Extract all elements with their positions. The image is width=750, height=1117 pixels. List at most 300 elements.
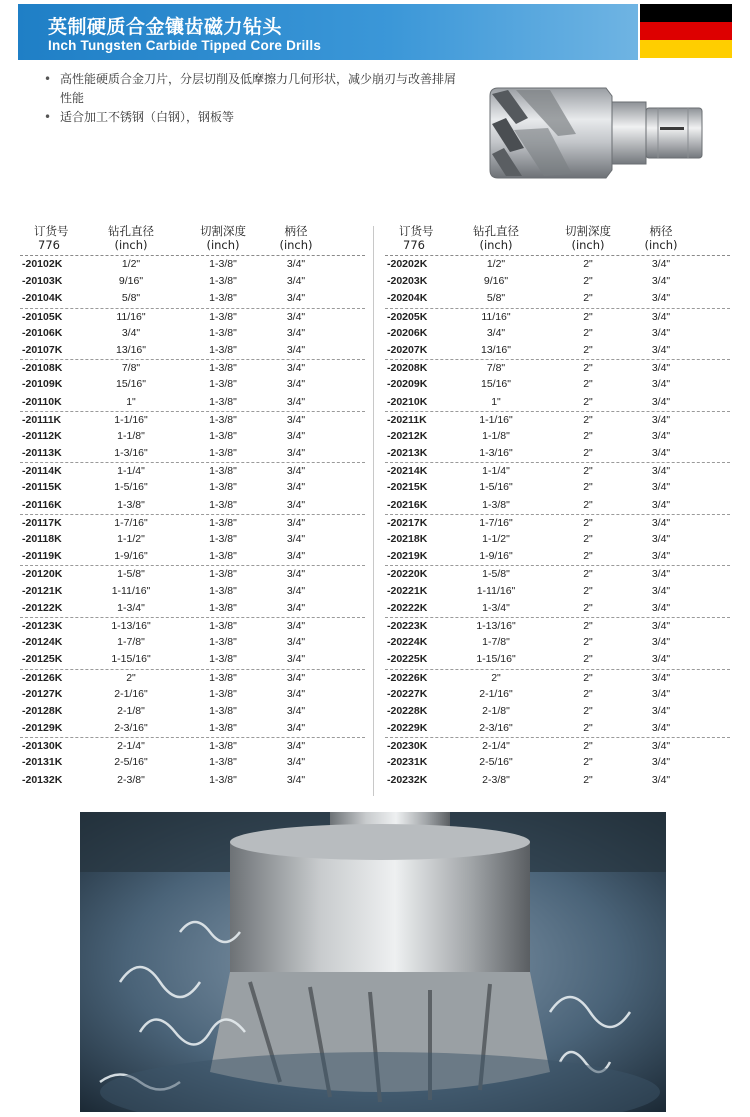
diameter-cell: 2-5/16" — [479, 756, 513, 769]
order-no-cell: -20217K — [387, 516, 428, 529]
order-no-cell: -20219K — [387, 550, 428, 563]
shank-cell: 3/4" — [286, 378, 306, 391]
table-row — [20, 445, 365, 462]
shank-cell: 3/4" — [286, 429, 306, 442]
diameter-cell: 1-13/16" — [476, 619, 516, 632]
order-no-cell: -20202K — [387, 258, 428, 270]
table-row — [385, 256, 730, 273]
diameter-cell: 1-3/16" — [114, 447, 148, 460]
diameter-cell: 1" — [126, 395, 136, 408]
order-no-cell: -20221K — [387, 584, 428, 597]
table-row — [385, 583, 730, 600]
table-row — [20, 531, 365, 548]
table-row — [385, 772, 730, 789]
diameter-cell: 13/16" — [115, 343, 146, 356]
table-row — [385, 703, 730, 720]
order-no-cell: -20212K — [387, 429, 428, 442]
depth-cell: 2" — [583, 756, 593, 769]
depth-cell: 2" — [583, 671, 593, 684]
table-row — [385, 479, 730, 496]
diameter-cell: 15/16" — [115, 378, 146, 391]
shank-cell: 3/4" — [286, 687, 306, 700]
diameter-cell: 2-3/8" — [482, 773, 510, 786]
shank-cell: 3/4" — [286, 413, 306, 426]
depth-cell: 2" — [583, 275, 593, 288]
table-row — [385, 290, 730, 307]
table-row — [20, 772, 365, 789]
core-drill-cutting-steel-photo — [80, 812, 666, 1112]
diameter-cell: 1-11/16" — [111, 584, 151, 597]
order-no-cell: -20214K — [387, 465, 428, 478]
diameter-cell: 5/8" — [486, 292, 506, 305]
table-row — [20, 462, 365, 479]
order-no-cell: -20203K — [387, 275, 428, 288]
shank-cell: 3/4" — [286, 481, 306, 494]
shank-cell: 3/4" — [651, 601, 671, 614]
order-no-cell: -20121K — [22, 584, 63, 597]
depth-cell: 1-3/8" — [209, 516, 237, 529]
table-row — [20, 325, 365, 342]
shank-cell: 3/4" — [286, 292, 306, 305]
order-no-cell: -20210K — [387, 395, 428, 408]
diameter-cell: 1-15/16" — [476, 653, 516, 666]
diameter-cell: 2-5/16" — [114, 756, 148, 769]
table-row — [20, 686, 365, 703]
table-row — [385, 651, 730, 668]
depth-cell: 2" — [583, 362, 593, 375]
order-no-cell: -20127K — [22, 687, 63, 700]
depth-cell: 1-3/8" — [209, 429, 237, 442]
table-row — [385, 600, 730, 617]
diameter-cell: 1-5/8" — [482, 568, 510, 581]
feature-list — [42, 70, 462, 127]
shank-cell: 3/4" — [286, 516, 306, 529]
diameter-cell: 2-1/8" — [482, 704, 510, 717]
table-row — [385, 462, 730, 479]
shank-cell: 3/4" — [286, 568, 306, 581]
depth-cell: 2" — [583, 773, 593, 786]
table-row — [20, 565, 365, 582]
order-no-cell: -20209K — [387, 378, 428, 391]
order-no-cell: -20108K — [22, 362, 63, 375]
shank-cell: 3/4" — [651, 292, 671, 305]
order-no-cell: -20124K — [22, 636, 63, 649]
diameter-cell: 1-11/16" — [476, 584, 516, 597]
order-no-cell: -20117K — [22, 516, 62, 529]
shank-cell: 3/4" — [651, 362, 671, 375]
table-row — [385, 754, 730, 771]
order-no-cell: -20112K — [22, 429, 62, 442]
shank-cell: 3/4" — [286, 362, 306, 375]
shank-cell: 3/4" — [286, 584, 306, 597]
col-depth: 切割深度 (inch) — [565, 224, 611, 252]
depth-cell: 1-3/8" — [209, 481, 237, 494]
order-no-cell: -20131K — [22, 756, 63, 769]
shank-cell: 3/4" — [651, 378, 671, 391]
table-row — [20, 669, 365, 686]
diameter-cell: 1-1/4" — [117, 465, 145, 478]
shank-cell: 3/4" — [286, 740, 306, 753]
diameter-cell: 1-1/8" — [117, 429, 145, 442]
table-row — [20, 308, 365, 325]
shank-cell: 3/4" — [651, 653, 671, 666]
table-row — [20, 617, 365, 634]
order-no-cell: -20114K — [22, 465, 62, 478]
depth-cell: 2" — [583, 619, 593, 632]
depth-cell: 1-3/8" — [209, 740, 237, 753]
order-no-cell: -20227K — [387, 687, 428, 700]
depth-cell: 1-3/8" — [209, 465, 237, 478]
depth-cell: 1-3/8" — [209, 653, 237, 666]
diameter-cell: 2-1/16" — [114, 687, 148, 700]
diameter-cell: 2-3/16" — [479, 722, 513, 735]
order-no-cell: -20229K — [387, 722, 428, 735]
diameter-cell: 7/8" — [121, 362, 141, 375]
depth-cell: 2" — [583, 343, 593, 356]
diameter-cell: 11/16" — [116, 310, 146, 323]
shank-cell: 3/4" — [651, 704, 671, 717]
order-no-cell: -20228K — [387, 704, 428, 717]
diameter-cell: 2" — [126, 671, 136, 684]
shank-cell: 3/4" — [286, 619, 306, 632]
depth-cell: 2" — [583, 584, 593, 597]
order-no-cell: -20106K — [22, 326, 63, 339]
diameter-cell: 1-5/8" — [117, 568, 145, 581]
order-no-cell: -20213K — [387, 447, 428, 460]
table-row — [20, 479, 365, 496]
shank-cell: 3/4" — [651, 413, 671, 426]
diameter-cell: 2-1/4" — [482, 740, 510, 753]
shank-cell: 3/4" — [286, 533, 306, 545]
order-no-cell: -20109K — [22, 378, 63, 391]
diameter-cell: 2-3/16" — [114, 722, 148, 735]
shank-cell: 3/4" — [651, 310, 671, 323]
shank-cell: 3/4" — [651, 756, 671, 769]
order-no-cell: -20104K — [22, 292, 63, 305]
shank-cell: 3/4" — [651, 619, 671, 632]
diameter-cell: 1-3/8" — [482, 498, 510, 511]
order-no-cell: -20225K — [387, 653, 428, 666]
order-no-cell: -20216K — [387, 498, 428, 511]
shank-cell: 3/4" — [651, 636, 671, 649]
order-no-cell: -20226K — [387, 671, 428, 684]
depth-cell: 1-3/8" — [209, 447, 237, 460]
table-row — [20, 737, 365, 754]
order-no-cell: -20105K — [22, 310, 63, 323]
table-row — [385, 445, 730, 462]
shank-cell: 3/4" — [651, 258, 671, 270]
order-no-cell: -20123K — [22, 619, 63, 632]
table-row — [20, 394, 365, 411]
shank-cell: 3/4" — [286, 447, 306, 460]
shank-cell: 3/4" — [651, 429, 671, 442]
depth-cell: 2" — [583, 722, 593, 735]
shank-cell: 3/4" — [651, 498, 671, 511]
diameter-cell: 13/16" — [480, 343, 511, 356]
depth-cell: 1-3/8" — [209, 671, 237, 684]
depth-cell: 2" — [583, 704, 593, 717]
depth-cell: 1-3/8" — [209, 498, 237, 511]
depth-cell: 1-3/8" — [209, 378, 237, 391]
table-row — [20, 583, 365, 600]
diameter-cell: 1-1/4" — [482, 465, 510, 478]
order-no-cell: -20211K — [387, 413, 427, 426]
order-no-cell: -20215K — [387, 481, 428, 494]
order-no-cell: -20218K — [387, 533, 428, 545]
feature-item: • 高性能硬质合金刀片，分层切削及低摩擦力几何形状，减少崩刃与改善排屑性能 — [42, 70, 462, 108]
diameter-cell: 1/2" — [486, 258, 506, 270]
order-no-cell: -20129K — [22, 722, 63, 735]
depth-cell: 2" — [583, 378, 593, 391]
shank-cell: 3/4" — [286, 704, 306, 717]
order-no-cell: -20130K — [22, 740, 63, 753]
table-row — [385, 342, 730, 359]
diameter-cell: 1-3/8" — [117, 498, 145, 511]
depth-cell: 2" — [583, 740, 593, 753]
shank-cell: 3/4" — [651, 533, 671, 545]
depth-cell: 2" — [583, 395, 593, 408]
left-spec-table — [20, 222, 365, 789]
depth-cell: 1-3/8" — [209, 619, 237, 632]
diameter-cell: 1-1/16" — [114, 413, 148, 426]
diameter-cell: 1-3/4" — [117, 601, 145, 614]
table-row — [385, 376, 730, 393]
shank-cell: 3/4" — [651, 671, 671, 684]
diameter-cell: 2" — [491, 671, 501, 684]
table-row — [385, 308, 730, 325]
col-order-no: 订货号 776 — [399, 224, 434, 252]
table-body — [20, 256, 365, 789]
diameter-cell: 2-1/16" — [479, 687, 513, 700]
diameter-cell: 1-7/8" — [117, 636, 145, 649]
order-no-cell: -20116K — [22, 498, 62, 511]
table-row — [20, 703, 365, 720]
diameter-cell: 3/4" — [121, 326, 141, 339]
shank-cell: 3/4" — [651, 687, 671, 700]
shank-cell: 3/4" — [286, 671, 306, 684]
shank-cell: 3/4" — [286, 310, 306, 323]
depth-cell: 1-3/8" — [209, 704, 237, 717]
shank-cell: 3/4" — [651, 447, 671, 460]
depth-cell: 1-3/8" — [209, 343, 237, 356]
depth-cell: 1-3/8" — [209, 275, 237, 288]
shank-cell: 3/4" — [286, 498, 306, 511]
table-row — [385, 634, 730, 651]
table-row — [20, 497, 365, 514]
title-chinese: 英制硬质合金镶齿磁力钻头 — [48, 16, 283, 38]
diameter-cell: 2-1/4" — [117, 740, 145, 753]
depth-cell: 2" — [583, 465, 593, 478]
shank-cell: 3/4" — [651, 773, 671, 786]
depth-cell: 1-3/8" — [209, 601, 237, 614]
depth-cell: 2" — [583, 498, 593, 511]
table-row — [20, 411, 365, 428]
order-no-cell: -20222K — [387, 601, 428, 614]
order-no-cell: -20111K — [22, 413, 62, 426]
depth-cell: 2" — [583, 429, 593, 442]
depth-cell: 2" — [583, 568, 593, 581]
depth-cell: 2" — [583, 292, 593, 305]
col-diameter: 钻孔直径 (inch) — [473, 224, 519, 252]
col-shank: 柄径 (inch) — [279, 224, 313, 252]
table-row — [385, 325, 730, 342]
shank-cell: 3/4" — [286, 636, 306, 649]
shank-cell: 3/4" — [286, 653, 306, 666]
order-no-cell: -20206K — [387, 326, 428, 339]
diameter-cell: 9/16" — [118, 275, 144, 288]
depth-cell: 2" — [583, 550, 593, 563]
table-row — [20, 600, 365, 617]
diameter-cell: 3/4" — [486, 326, 506, 339]
diameter-cell: 1/2" — [121, 258, 141, 270]
order-no-cell: -20207K — [387, 343, 428, 356]
table-row — [20, 359, 365, 376]
order-no-cell: -20103K — [22, 275, 63, 288]
table-row — [20, 376, 365, 393]
table-row — [385, 617, 730, 634]
depth-cell: 2" — [583, 481, 593, 494]
shank-cell: 3/4" — [286, 550, 306, 563]
order-no-cell: -20208K — [387, 362, 428, 375]
order-no-cell: -20120K — [22, 568, 63, 581]
col-order-no: 订货号 776 — [34, 224, 69, 252]
depth-cell: 1-3/8" — [209, 533, 237, 545]
germany-flag-icon — [640, 4, 732, 58]
diameter-cell: 1-9/16" — [479, 550, 513, 563]
order-no-cell: -20122K — [22, 601, 63, 614]
depth-cell: 1-3/8" — [209, 362, 237, 375]
order-no-cell: -20113K — [22, 447, 62, 460]
diameter-cell: 1-7/8" — [482, 636, 510, 649]
depth-cell: 1-3/8" — [209, 413, 237, 426]
shank-cell: 3/4" — [286, 773, 306, 786]
diameter-cell: 1-9/16" — [114, 550, 148, 563]
table-row — [385, 428, 730, 445]
shank-cell: 3/4" — [651, 326, 671, 339]
order-no-cell: -20220K — [387, 568, 428, 581]
table-row — [385, 737, 730, 754]
depth-cell: 1-3/8" — [209, 636, 237, 649]
depth-cell: 1-3/8" — [209, 773, 237, 786]
shank-cell: 3/4" — [651, 465, 671, 478]
table-row — [20, 651, 365, 668]
shank-cell: 3/4" — [651, 275, 671, 288]
table-row — [385, 548, 730, 565]
table-body — [385, 256, 730, 789]
title-banner — [18, 4, 638, 60]
core-drill-product-image — [488, 78, 716, 190]
depth-cell: 1-3/8" — [209, 584, 237, 597]
diameter-cell: 1-7/16" — [114, 516, 148, 529]
shank-cell: 3/4" — [651, 516, 671, 529]
depth-cell: 2" — [583, 516, 593, 529]
diameter-cell: 1-1/16" — [479, 413, 513, 426]
table-row — [385, 565, 730, 582]
diameter-cell: 9/16" — [483, 275, 509, 288]
depth-cell: 1-3/8" — [209, 258, 237, 270]
order-no-cell: -20205K — [387, 310, 428, 323]
order-no-cell: -20126K — [22, 671, 63, 684]
shank-cell: 3/4" — [286, 275, 306, 288]
shank-cell: 3/4" — [651, 550, 671, 563]
shank-cell: 3/4" — [651, 343, 671, 356]
diameter-cell: 2-1/8" — [117, 704, 145, 717]
depth-cell: 2" — [583, 326, 593, 339]
title-english: Inch Tungsten Carbide Tipped Core Drills — [48, 38, 322, 53]
depth-cell: 2" — [583, 258, 593, 270]
diameter-cell: 2-3/8" — [117, 773, 145, 786]
order-no-cell: -20204K — [387, 292, 428, 305]
table-row — [385, 359, 730, 376]
order-no-cell: -20125K — [22, 653, 63, 666]
depth-cell: 2" — [583, 447, 593, 460]
depth-cell: 2" — [583, 310, 593, 323]
depth-cell: 1-3/8" — [209, 310, 237, 323]
order-no-cell: -20232K — [387, 773, 428, 786]
depth-cell: 2" — [583, 533, 593, 545]
order-no-cell: -20223K — [387, 619, 428, 632]
order-no-cell: -20231K — [387, 756, 428, 769]
table-row — [385, 497, 730, 514]
diameter-cell: 1-3/4" — [482, 601, 510, 614]
depth-cell: 2" — [583, 636, 593, 649]
table-row — [20, 514, 365, 531]
table-row — [20, 273, 365, 290]
col-shank: 柄径 (inch) — [644, 224, 678, 252]
depth-cell: 1-3/8" — [209, 722, 237, 735]
diameter-cell: 1-15/16" — [111, 653, 151, 666]
order-no-cell: -20230K — [387, 740, 428, 753]
order-no-cell: -20224K — [387, 636, 428, 649]
table-row — [385, 531, 730, 548]
shank-cell: 3/4" — [286, 601, 306, 614]
depth-cell: 2" — [583, 413, 593, 426]
diameter-cell: 15/16" — [480, 378, 511, 391]
order-no-cell: -20118K — [22, 533, 62, 545]
depth-cell: 2" — [583, 653, 593, 666]
shank-cell: 3/4" — [651, 481, 671, 494]
diameter-cell: 1-5/16" — [114, 481, 148, 494]
depth-cell: 1-3/8" — [209, 326, 237, 339]
shank-cell: 3/4" — [286, 756, 306, 769]
order-no-cell: -20102K — [22, 258, 63, 270]
table-row — [385, 411, 730, 428]
shank-cell: 3/4" — [651, 722, 671, 735]
depth-cell: 1-3/8" — [209, 395, 237, 408]
table-header — [385, 222, 730, 256]
shank-cell: 3/4" — [651, 568, 671, 581]
depth-cell: 1-3/8" — [209, 550, 237, 563]
order-no-cell: -20132K — [22, 773, 63, 786]
order-no-cell: -20110K — [22, 395, 62, 408]
table-row — [20, 548, 365, 565]
shank-cell: 3/4" — [286, 465, 306, 478]
diameter-cell: 1-5/16" — [479, 481, 513, 494]
table-row — [385, 720, 730, 737]
table-row — [385, 686, 730, 703]
depth-cell: 1-3/8" — [209, 568, 237, 581]
diameter-cell: 1-13/16" — [111, 619, 151, 632]
order-no-cell: -20107K — [22, 343, 63, 356]
shank-cell: 3/4" — [286, 258, 306, 270]
diameter-cell: 1-1/8" — [482, 429, 510, 442]
col-depth: 切割深度 (inch) — [200, 224, 246, 252]
depth-cell: 1-3/8" — [209, 687, 237, 700]
depth-cell: 2" — [583, 687, 593, 700]
diameter-cell: 7/8" — [486, 362, 506, 375]
diameter-cell: 1-1/2" — [117, 533, 145, 545]
table-row — [20, 342, 365, 359]
